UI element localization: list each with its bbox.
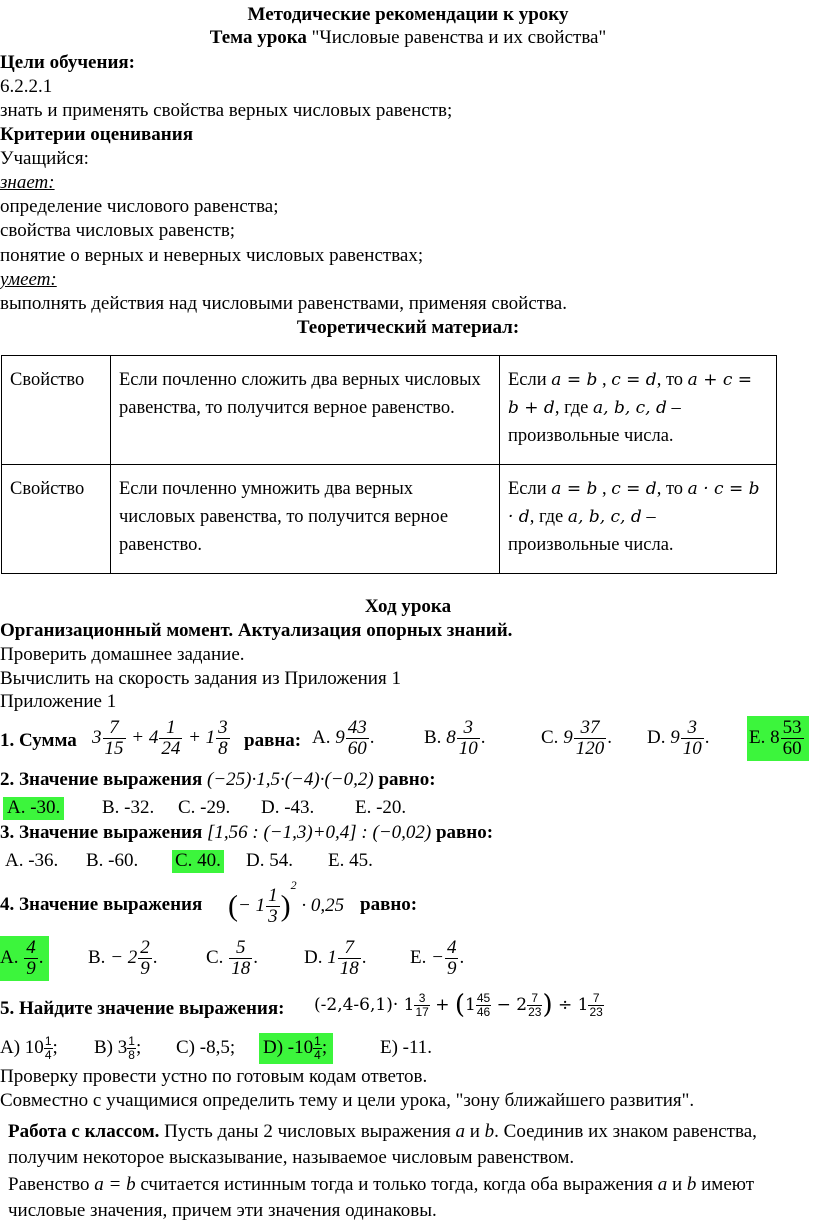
knows-label: знает: xyxy=(0,172,55,193)
frac-num: 37 xyxy=(574,718,607,739)
lesson-line: Приложение 1 xyxy=(0,691,117,712)
property-text: Если почленно умножить два верных числовых равенства, то получится верное равенство. xyxy=(111,465,500,574)
frac-num: 1 xyxy=(314,1034,321,1048)
frac-den: 17 xyxy=(415,1005,429,1020)
mixed-whole: 1 xyxy=(327,946,337,968)
mixed-whole: − 2 xyxy=(110,946,138,968)
formula-vars: a, b, c, d xyxy=(593,398,667,418)
q5-answer-a: А) 10 $\frac{1}{4}$ ; xyxy=(0,1034,58,1063)
frac-den: 4 xyxy=(314,1048,321,1063)
q5-answer-e: Е) -11. xyxy=(380,1037,433,1058)
frac-den: 10 xyxy=(458,737,478,759)
formula-tail: – произвольные числа. xyxy=(508,398,681,446)
property-name: Свойство xyxy=(2,465,111,574)
q5-label: 5. Найдите значение выражения: xyxy=(0,998,285,1019)
q4-answer-e: Е. − $\frac{4}{9}$ . xyxy=(410,937,465,979)
lesson-heading: Ход урока xyxy=(364,596,452,617)
formula-then: , то xyxy=(656,479,688,499)
frac-num: 45 xyxy=(476,990,491,1005)
q1-equals: равна: xyxy=(244,730,302,751)
lesson-line: Проверить домашнее задание. xyxy=(0,644,245,665)
q2-answer-d: D. -43. xyxy=(261,797,315,818)
q3-answer-b: В. -60. xyxy=(86,850,139,871)
text-run: Пусть даны 2 числовых выражения xyxy=(159,1121,456,1142)
frac-num: 3 xyxy=(414,992,429,1006)
frac-num: 7 xyxy=(588,992,603,1006)
q5-expression: (-2,4-6,1)· 1 $\frac{3}{17}$ + (1 $\frac{45}{46}$ − 2 $\frac{7}{23}$ ) ÷ 1 $\frac{7}{23}$ xyxy=(314,990,603,1020)
answer-label: А. xyxy=(312,726,331,748)
q2-answer-a-correct: А. -30. xyxy=(3,797,64,820)
frac-den: 3 xyxy=(268,906,278,928)
q2-answer-e: Е. -20. xyxy=(355,797,407,818)
property-formula: Если a = b , c = d, то a · c = b · d, где a, b, c, d – произвольные числа. xyxy=(500,465,777,574)
equality-expr: a = b xyxy=(94,1174,136,1195)
q1-answer-a: А. 9 $\frac{43}{60}$ . xyxy=(312,717,375,759)
frac-den: 9 xyxy=(446,957,457,979)
frac-num: 53 xyxy=(782,717,802,738)
mixed-whole: 9 xyxy=(670,726,680,748)
q5-answer-c: С) -8,5; xyxy=(176,1037,236,1058)
q4-label: 4. Значение выражения xyxy=(0,894,203,915)
frac-den: 24 xyxy=(161,737,181,759)
mixed-whole: 8 xyxy=(770,726,780,748)
q4-answer-c: С. $\frac{5}{18}$ . xyxy=(206,937,258,979)
formula-if: Если xyxy=(508,479,552,499)
doc-title: Методические рекомендации к уроку xyxy=(247,4,569,25)
formula-where: , где xyxy=(529,507,568,527)
class-work-label: Работа с классом. xyxy=(8,1121,160,1142)
text-run: Равенство xyxy=(8,1174,95,1195)
lesson-line: Вычислить на скорость задания из Приложения 1 xyxy=(0,668,401,689)
var-b: b xyxy=(686,1174,697,1195)
q1-answer-e-correct xyxy=(747,716,809,761)
q3-answer-d: D. 54. xyxy=(246,850,293,871)
knows-item: понятие о верных и неверных числовых равенствах; xyxy=(0,245,424,266)
mixed-whole: 4 xyxy=(148,726,159,748)
mixed-whole: 3 xyxy=(92,726,102,748)
q3-answer-e: Е. 45. xyxy=(328,850,373,871)
frac-num: 4 xyxy=(26,937,36,958)
frac-den: 18 xyxy=(231,957,251,979)
formula-expr: a · c = b · d xyxy=(508,479,760,527)
answer-label: В. xyxy=(424,726,442,748)
q1-expression: 3 $\frac{7}{15}$ + 4 $\frac{1}{24}$ + 1 $\frac{3}{8}$ xyxy=(92,717,228,759)
answer-label: D. xyxy=(647,726,666,748)
table-row xyxy=(2,465,777,574)
frac-num: 3 xyxy=(681,718,704,739)
q4-answer-d: D. 1 $\frac{7}{18}$ . xyxy=(304,937,367,979)
frac-den: 10 xyxy=(682,737,702,759)
text-run: . Соединив их знаком равенства, получим некоторое высказывание, называемое числовым равенством. xyxy=(8,1121,757,1168)
theory-heading: Теоретический материал: xyxy=(296,317,520,338)
question-2 xyxy=(0,769,436,792)
q4-minus: − 1 xyxy=(238,895,266,916)
text-run: считается истинным тогда и только тогда, когда оба выражения xyxy=(135,1174,658,1195)
topic-line xyxy=(0,27,816,50)
frac-num: 1 xyxy=(159,718,182,739)
formula-vars: a, b, c, d xyxy=(567,507,642,527)
mixed-whole: 1 xyxy=(205,726,216,748)
can-label: умеет: xyxy=(0,269,57,290)
properties-table xyxy=(1,355,777,574)
formula-then: , то xyxy=(656,370,688,390)
q2-answer-c: С. -29. xyxy=(178,797,231,818)
can-text: выполнять действия над числовыми равенствами, применяя свойства. xyxy=(0,293,567,314)
after-line: Совместно с учащимися определить тему и цели урока, "зону ближайшего развития". xyxy=(0,1090,695,1111)
frac-num: 3 xyxy=(218,717,228,738)
property-formula: Если a = b , c = d, то a + c = b + d, где a, b, c, d – произвольные числа. xyxy=(500,356,777,465)
q5-plus: + xyxy=(429,995,455,1016)
formula-where: , где xyxy=(554,398,593,418)
q5-answer-b: В) 3 $\frac{1}{8}$ ; xyxy=(94,1034,142,1063)
frac-num: 1 xyxy=(44,1034,52,1048)
frac-den: 9 xyxy=(140,957,150,979)
q2-equals: равно: xyxy=(378,769,436,790)
frac-num: 7 xyxy=(338,938,361,959)
frac-den: 60 xyxy=(782,737,802,759)
mixed-whole: 9 xyxy=(563,726,573,748)
q3-expression: [1,56 : (−1,3)+0,4] : (−0,02) xyxy=(207,822,432,843)
frac-den: 9 xyxy=(26,957,36,979)
table-row xyxy=(2,356,777,465)
frac-den: 8 xyxy=(218,737,228,759)
formula-expr: c = d xyxy=(611,479,657,499)
frac-num: 2 xyxy=(140,937,150,958)
q4-answer-a-correct: А. $\frac{4}{9}$ . xyxy=(0,936,49,981)
var-a: a xyxy=(455,1121,465,1142)
frac-den: 23 xyxy=(528,1005,542,1020)
after-line: Проверку провести устно по готовым кодам ответов. xyxy=(0,1066,428,1087)
q3-answer-c-correct: С. 40. xyxy=(172,850,224,873)
frac-num: 4 xyxy=(446,937,457,958)
q3-answer-a: А. -36. xyxy=(5,850,59,871)
formula-expr: a = b xyxy=(551,370,598,390)
answer-label: D. xyxy=(304,946,323,968)
answer-label: D) -10 xyxy=(263,1037,314,1059)
q2-label: 2. Значение выражения xyxy=(0,769,203,790)
text-run: и xyxy=(667,1174,687,1195)
mixed-whole: 1 xyxy=(465,995,476,1016)
goals-text: знать и применять свойства верных числовых равенств; xyxy=(0,100,453,121)
q3-equals: равно: xyxy=(435,822,494,843)
q2-expression: (−25)·1,5·(−4)·(−0,2) xyxy=(207,769,374,790)
class-work-paragraph xyxy=(0,1119,816,1171)
minus-sign: − xyxy=(431,946,444,968)
frac-den: 23 xyxy=(589,1005,603,1020)
frac-num: 1 xyxy=(268,885,278,907)
frac-den: 18 xyxy=(339,957,359,979)
q1-label: 1. Сумма xyxy=(0,730,77,751)
q4-equals: равно: xyxy=(360,894,418,915)
frac-num: 5 xyxy=(229,938,252,959)
frac-den: 60 xyxy=(347,737,367,759)
frac-den: 120 xyxy=(575,737,605,759)
topic-value: "Числовые равенства и их свойства" xyxy=(311,27,607,48)
frac-den: 8 xyxy=(128,1048,135,1063)
text-run: и xyxy=(465,1121,485,1142)
answer-label: Е. xyxy=(410,946,427,968)
question-3 xyxy=(0,822,493,845)
var-b: b xyxy=(484,1121,495,1142)
frac-num: 1 xyxy=(128,1034,135,1048)
answer-label: С. xyxy=(541,726,559,748)
formula-tail: – произвольные числа. xyxy=(508,507,674,555)
var-a: a xyxy=(657,1174,668,1195)
q4-answer-b: В. − 2 $\frac{2}{9}$ . xyxy=(88,937,158,979)
answer-label: С. xyxy=(206,946,224,968)
frac-den: 15 xyxy=(104,737,124,759)
q3-label: 3. Значение выражения xyxy=(0,822,203,843)
equality-paragraph xyxy=(0,1172,816,1224)
criteria-heading: Критерии оценивания xyxy=(0,124,193,145)
frac-num: 7 xyxy=(103,718,126,739)
q1-answer-c: С. 9 $\frac{37}{120}$ . xyxy=(541,717,612,759)
mixed-whole: 8 xyxy=(446,726,456,748)
criteria-student: Учащийся: xyxy=(0,148,89,169)
mixed-whole: 9 xyxy=(335,726,345,748)
frac-num: 7 xyxy=(527,992,542,1006)
topic-label: Тема урока xyxy=(209,27,312,48)
frac-den: 4 xyxy=(44,1048,52,1063)
knows-item: определение числового равенства; xyxy=(0,196,279,217)
answer-label: А) 10 xyxy=(0,1037,44,1059)
org-moment: Организационный момент. Актуализация опорных знаний. xyxy=(0,620,513,641)
answer-label: В. xyxy=(88,946,106,968)
property-name: Свойство xyxy=(2,356,111,465)
frac-num: 43 xyxy=(347,717,367,738)
q1-answer-d: D. 9 $\frac{3}{10}$ . xyxy=(647,717,710,759)
q4-expression: (− 1 $\frac{1}{3}$ )$^2$ · 0,25 xyxy=(228,878,345,928)
q5-answer-d-correct: D) -10 $\frac{1}{4}$ ; xyxy=(259,1033,333,1064)
formula-expr: a + c = b + d xyxy=(508,370,753,418)
frac-den: 46 xyxy=(476,1005,491,1020)
answer-label: А. xyxy=(0,946,19,968)
formula-expr: c = d xyxy=(611,370,657,390)
property-text: Если почленно сложить два верных числовых равенства, то получится верное равенство. xyxy=(111,356,500,465)
q2-answer-b: В. -32. xyxy=(102,797,155,818)
frac-num: 3 xyxy=(457,718,480,739)
formula-if: Если xyxy=(508,370,552,390)
answer-label: Е. xyxy=(749,726,766,748)
formula-expr: a = b xyxy=(551,479,598,499)
q1-answer-b: В. 8 $\frac{3}{10}$ . xyxy=(424,717,486,759)
answer-label: В) 3 xyxy=(94,1037,128,1059)
q4-mult: · 0,25 xyxy=(301,895,345,916)
q4-exponent: 2 xyxy=(290,878,297,892)
goals-heading: Цели обучения: xyxy=(0,52,135,73)
q5-minus: − 2 xyxy=(491,995,528,1016)
text-run: имеют числовые значения, причем эти значения одинаковы. xyxy=(8,1174,755,1221)
q5-expr-part: (-2,4-6,1)· 1 xyxy=(314,995,415,1016)
goals-code: 6.2.2.1 xyxy=(0,76,53,97)
knows-item: свойства числовых равенств; xyxy=(0,220,236,241)
q5-div: ÷ 1 xyxy=(552,995,589,1016)
